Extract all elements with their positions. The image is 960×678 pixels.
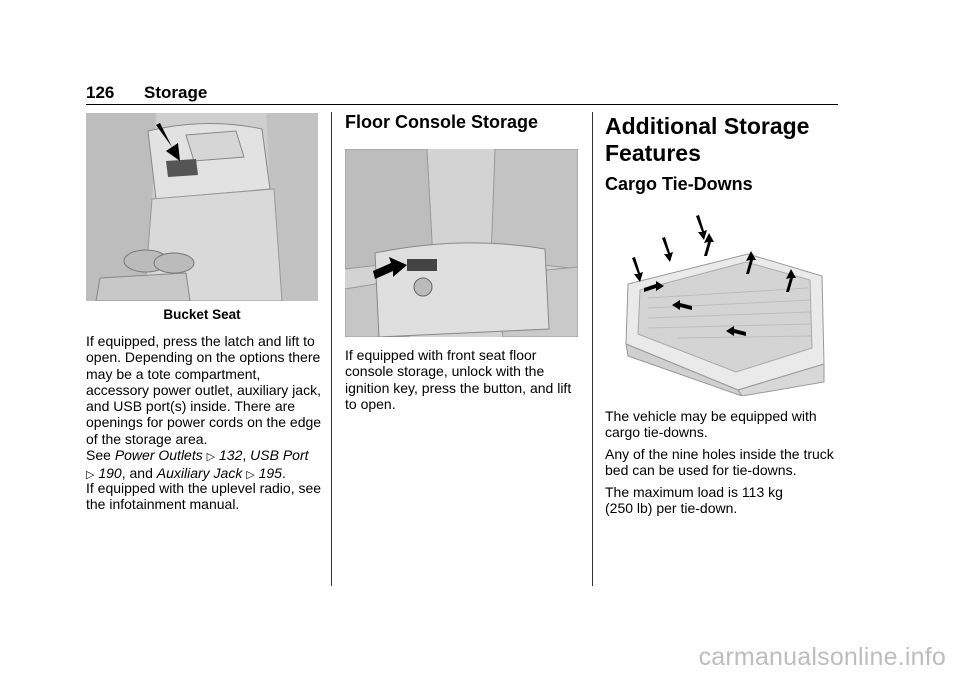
ref-auxiliary-jack-link[interactable]: Auxiliary Jack — [156, 465, 243, 482]
cargo-tie-downs-illustration — [618, 214, 830, 396]
section-title: Storage — [144, 83, 208, 102]
page-ref-icon: ▷ — [246, 469, 255, 482]
subsection-heading: Cargo Tie-Downs — [605, 174, 753, 194]
page-header — [86, 82, 838, 105]
ref-page-number: 195 — [258, 465, 282, 482]
column-divider-left — [331, 112, 332, 586]
page-ref-icon: ▷ — [206, 451, 216, 463]
body-paragraph: Any of the nine holes inside the truck bed can be used for tie-downs. — [605, 446, 834, 479]
figure-caption: Bucket Seat — [163, 307, 241, 322]
column-divider-right — [592, 112, 593, 586]
watermark-text: carmanualsonline.info — [698, 643, 946, 671]
body-paragraph: If equipped with front seat floor console storage, unlock with the ignition key, press the button, and lift to open. — [345, 347, 572, 412]
body-paragraph: The vehicle may be equipped with cargo tie-downs. — [605, 408, 817, 441]
ref-page-number: 132 — [219, 447, 243, 463]
body-paragraph: If equipped, press the latch and lift to open. Depending on the options there may be a tote compartment, accessory power outlet, auxiliary jack, and USB port(s) inside. There are openings for power cords on the edge of the storage area. — [86, 333, 322, 447]
body-paragraph: The maximum load is 113 kg (250 lb) per tie-down. — [605, 484, 783, 517]
bucket-seat-illustration — [86, 113, 318, 301]
page-number: 126 — [86, 83, 115, 102]
section-heading: Floor Console Storage — [345, 112, 539, 132]
ref-usb-port-link[interactable]: USB Port — [250, 447, 309, 463]
body-paragraph: If equipped with the uplevel radio, see the infotainment manual. — [86, 480, 322, 513]
ref-power-outlets-link[interactable]: Power Outlets — [114, 447, 203, 463]
ref-page-number: 190 — [98, 465, 122, 482]
section-heading-large: Additional Storage Features — [605, 113, 810, 166]
see-reference-paragraph: See Power Outlets ▷ 132, USB Port ▷ 190, and Auxiliary Jack ▷ 195. — [86, 447, 309, 482]
floor-console-illustration — [345, 149, 578, 337]
page-ref-icon: ▷ — [86, 469, 95, 482]
